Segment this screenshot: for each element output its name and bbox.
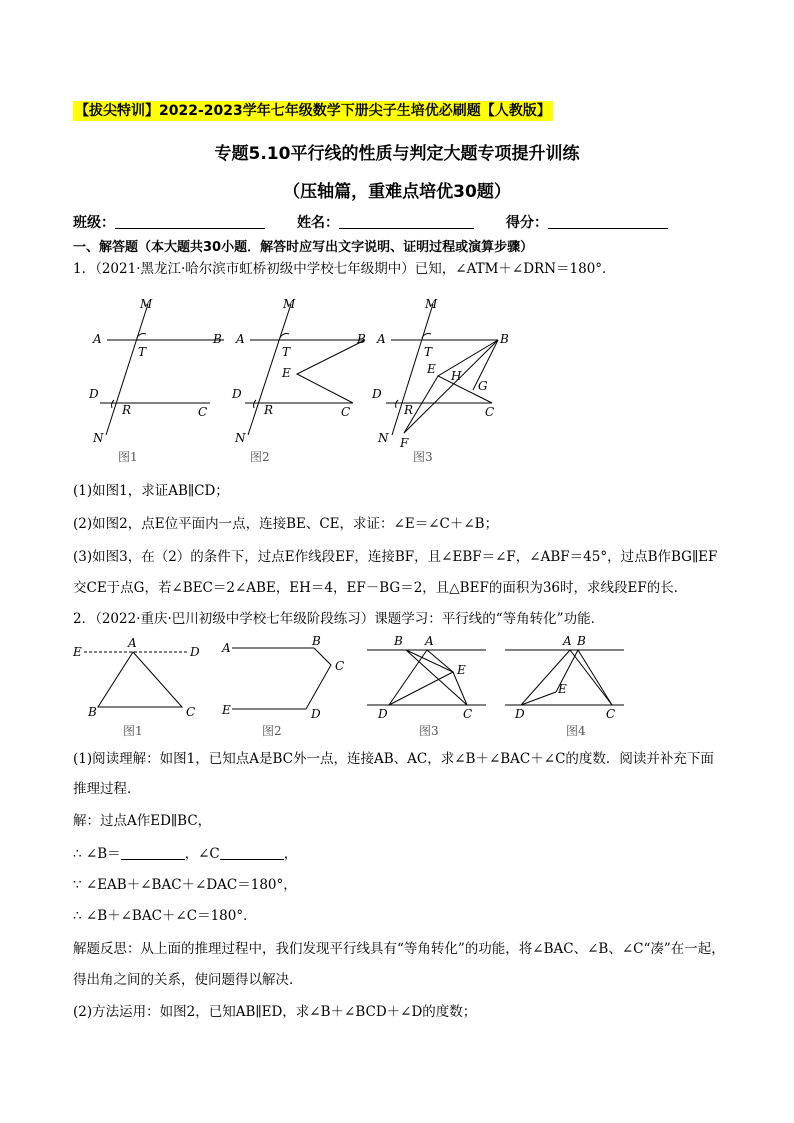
- q2-step1-text-c: ，: [283, 846, 298, 862]
- fig3-label-A: A: [377, 332, 386, 346]
- q2-blank-1[interactable]: [121, 845, 185, 860]
- q2-fig3-label-B: B: [394, 634, 403, 648]
- fig3-caption: 图3: [413, 450, 433, 464]
- name-field: [297, 212, 474, 232]
- fig1-label-D: D: [89, 387, 99, 401]
- q2-fig3-label-A: A: [425, 634, 434, 648]
- fig2-label-R: R: [264, 403, 274, 417]
- fig1-caption: 图1: [118, 450, 138, 464]
- class-label: 班级：: [73, 215, 115, 231]
- q2-step1: [73, 845, 297, 863]
- q2-solution-intro: 解：过点A作ED∥BC，: [73, 813, 212, 829]
- fig1-label-C: C: [198, 405, 208, 419]
- fig1-label-R: R: [122, 403, 132, 417]
- q2-step3: ∴ ∠B＋∠BAC＋∠C＝180°．: [73, 908, 257, 924]
- q2-fig1-caption: 图1: [123, 724, 143, 738]
- fig3-label-C: C: [485, 405, 495, 419]
- q2-figures: [0, 630, 794, 742]
- q2-fig4-label-E: E: [558, 682, 567, 696]
- q2-fig2-label-C: C: [335, 659, 345, 673]
- q2-part1-line1: (1)阅读理解：如图1，已知点A是BC外一点，连接AB、AC，求∠B＋∠BAC＋∠C的度数．阅读并补充下面: [73, 751, 714, 767]
- q2-fig1-label-E: E: [73, 645, 82, 659]
- fig3-label-N: N: [378, 431, 389, 445]
- class-field: [73, 212, 265, 232]
- q1-part1: (1)如图1，求证AB∥CD；: [73, 483, 229, 499]
- q2-step1-text-b: ，∠C: [184, 846, 220, 862]
- fig2-label-C: C: [341, 405, 351, 419]
- q2-reflection-line2: 得出角之间的关系，使问题得以解决．: [73, 972, 303, 988]
- fig2-label-N: N: [235, 431, 246, 445]
- fig3-label-H: H: [451, 369, 462, 383]
- fig3-label-G: G: [478, 379, 488, 393]
- q2-fig2-label-A: A: [222, 641, 231, 655]
- name-label: 姓名：: [297, 215, 339, 231]
- name-blank[interactable]: [339, 214, 474, 229]
- q2-fig4-label-B: B: [577, 634, 586, 648]
- fig2-label-M: M: [283, 297, 296, 311]
- header-tag: 【拔尖特训】2022-2023学年七年级数学下册尖子生培优必刷题【人教版】: [75, 103, 551, 119]
- fig3-label-M: M: [425, 297, 438, 311]
- q2-fig4-label-C: C: [606, 707, 616, 721]
- page-title: 专题5.10平行线的性质与判定大题专项提升训练: [214, 144, 580, 164]
- q1-figures: [0, 290, 794, 470]
- fig3-label-D: D: [372, 387, 382, 401]
- fig3-label-B: B: [500, 332, 509, 346]
- q2-fig3-label-E: E: [457, 663, 466, 677]
- q1-stem: 1．（2021·黑龙江·哈尔滨市虹桥初级中学校七年级期中）已知，∠ATM＋∠DRN＝180°．: [73, 261, 616, 277]
- page-subtitle: （压轴篇，重难点培优30题）: [283, 182, 511, 202]
- q2-step2: ∵ ∠EAB＋∠BAC＋∠DAC＝180°，: [73, 877, 297, 893]
- fig1-label-M: M: [140, 297, 153, 311]
- fig1-label-B: B: [213, 332, 222, 346]
- q2-fig3-label-C: C: [463, 707, 473, 721]
- q2-stem: 2．（2022·重庆·巴川初级中学校七年级阶段练习）课题学习：平行线的“等角转化”功能．: [73, 611, 605, 627]
- fig1-label-T: T: [138, 345, 147, 359]
- q1-part2: (2)如图2，点E位平面内一点，连接BE、CE，求证：∠E＝∠C＋∠B；: [73, 516, 499, 532]
- q2-fig2-label-D: D: [311, 707, 321, 721]
- q2-step1-text-a: ∴ ∠B＝: [73, 846, 121, 862]
- q2-fig2-caption: 图2: [262, 724, 282, 738]
- fig3-label-T: T: [424, 345, 433, 359]
- q2-fig4-label-D: D: [515, 707, 525, 721]
- q2-fig1-label-A: A: [128, 636, 137, 650]
- class-blank[interactable]: [115, 214, 265, 229]
- q1-part3-line1: (3)如图3，在（2）的条件下，过点E作线段EF，连接BF，且∠EBF＝∠F，∠ABF＝45°，过点B作BG∥EF: [73, 549, 718, 565]
- q2-fig4-caption: 图4: [566, 724, 586, 738]
- q2-fig3-label-D: D: [378, 707, 388, 721]
- fig3-label-F: F: [400, 436, 409, 450]
- score-field: [506, 212, 668, 232]
- q2-fig2-label-E: E: [222, 703, 231, 717]
- q2-part2: (2)方法运用：如图2，已知AB∥ED，求∠B＋∠BCD＋∠D的度数；: [73, 1004, 477, 1020]
- fig2-label-E: E: [282, 366, 291, 380]
- fig1-label-N: N: [93, 431, 104, 445]
- fig3-label-E: E: [427, 362, 436, 376]
- q2-fig1-label-B: B: [88, 705, 97, 719]
- fig2-label-B: B: [357, 332, 366, 346]
- fig1-label-A: A: [93, 332, 102, 346]
- q2-fig3-caption: 图3: [419, 724, 439, 738]
- fig2-label-T: T: [282, 345, 291, 359]
- q2-part1-line2: 推理过程．: [73, 781, 141, 797]
- q1-part3-line2: 交CE于点G，若∠BEC＝2∠ABE，EH＝4，EF－BG＝2，且△BEF的面积为36时，求线段EF的长．: [73, 580, 688, 596]
- fig2-label-A: A: [236, 332, 245, 346]
- section-heading: 一、解答题（本大题共30小题．解答时应写出文字说明、证明过程或演算步骤）: [73, 240, 534, 255]
- score-label: 得分：: [506, 215, 548, 231]
- q2-fig4-label-A: A: [563, 634, 572, 648]
- q2-reflection-line1: 解题反思：从上面的推理过程中，我们发现平行线具有“等角转化”的功能，将∠BAC、∠B、∠C“凑”在一起，: [73, 941, 725, 957]
- q2-fig1-label-D: D: [190, 645, 200, 659]
- q2-fig1-label-C: C: [186, 705, 196, 719]
- q2-blank-2[interactable]: [220, 845, 284, 860]
- fig3-label-R: R: [404, 403, 414, 417]
- score-blank[interactable]: [548, 214, 668, 229]
- fig2-label-D: D: [232, 387, 242, 401]
- q2-fig2-label-B: B: [312, 634, 321, 648]
- fig2-caption: 图2: [250, 450, 270, 464]
